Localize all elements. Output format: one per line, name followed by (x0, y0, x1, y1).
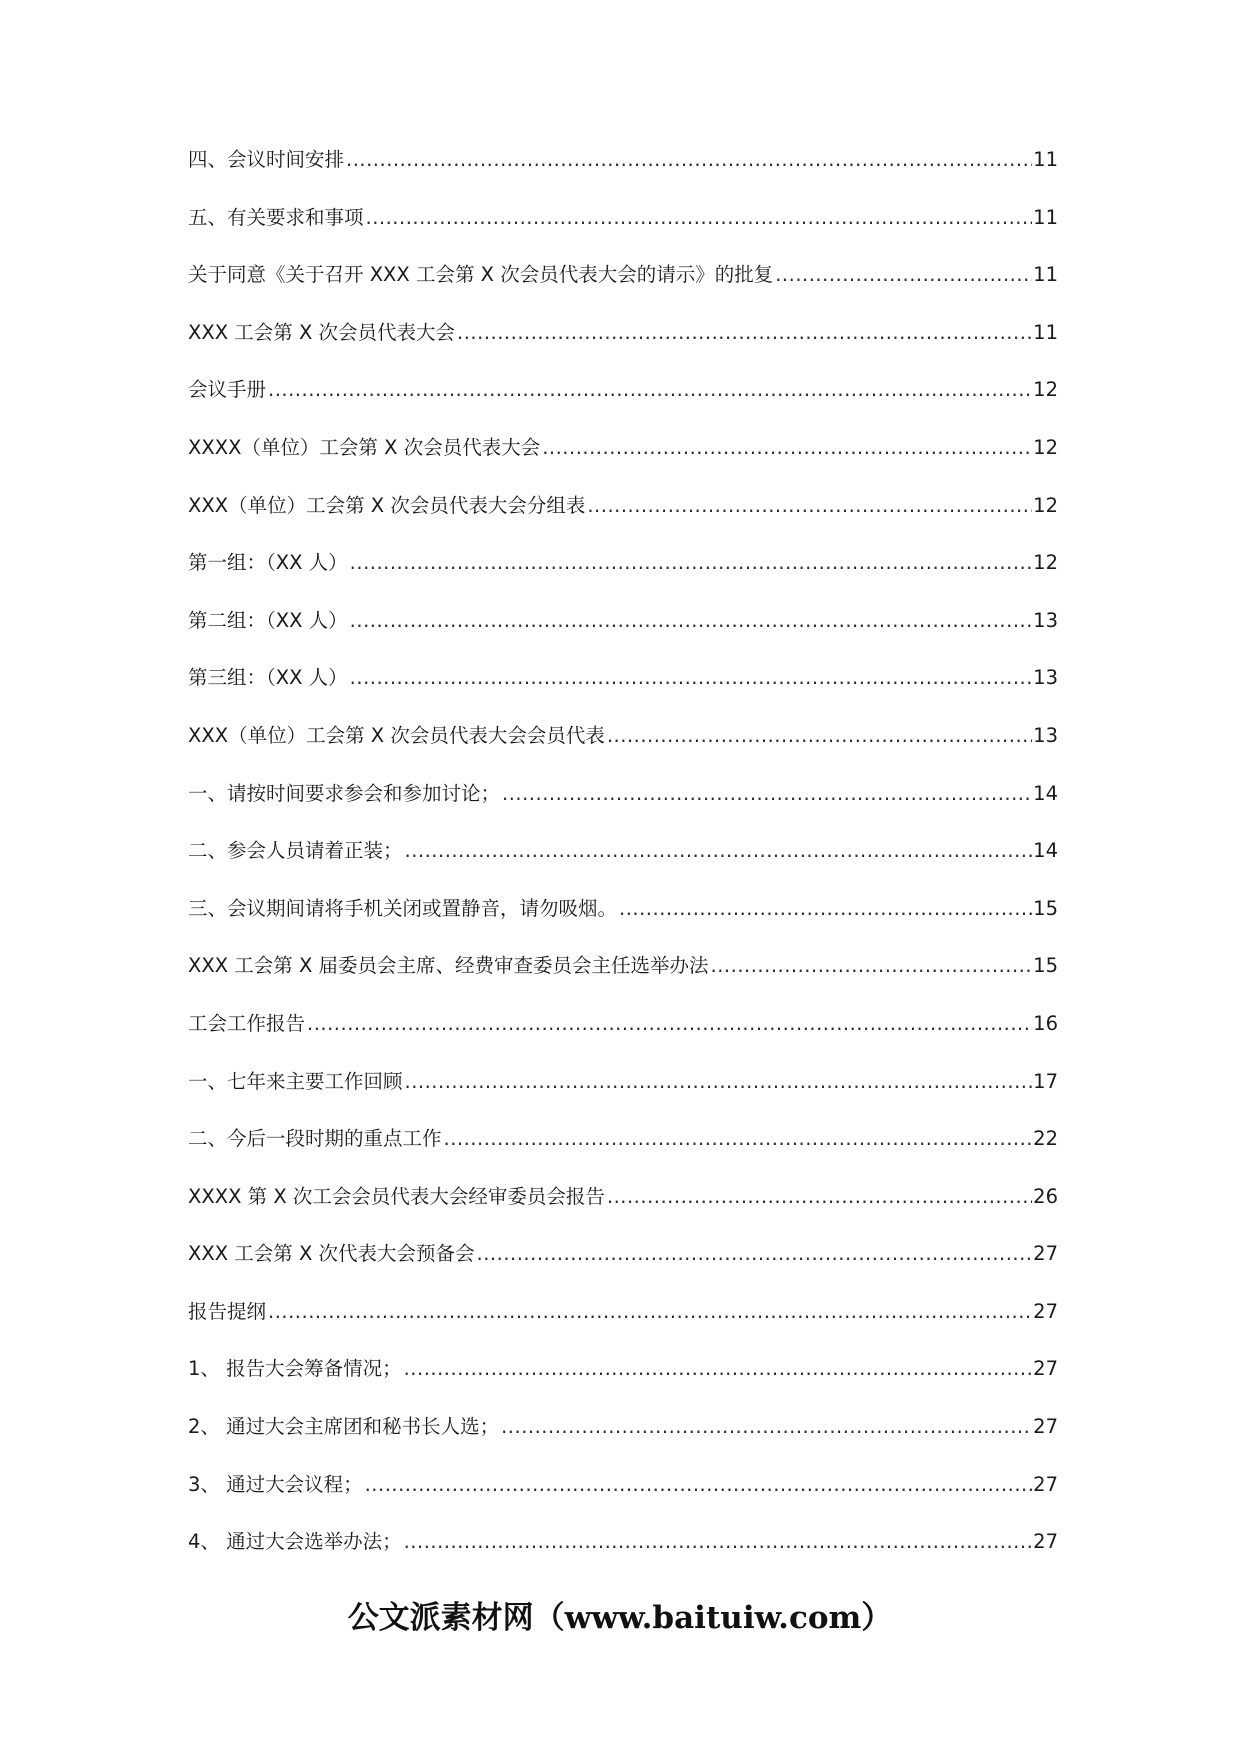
toc-entry-title: 3、 通过大会议程； (188, 1472, 363, 1496)
toc-dot-leader (402, 1359, 1032, 1379)
toc-entry[interactable] (188, 1532, 1058, 1590)
toc-entry-page-number: 11 (1033, 320, 1058, 344)
toc-entry-title: XXX（单位）工会第 X 次会员代表大会会员代表 (188, 723, 605, 747)
toc-dot-leader (540, 438, 1032, 458)
toc-entry[interactable] (188, 1359, 1058, 1417)
toc-dot-leader (585, 496, 1032, 516)
toc-dot-leader (403, 1072, 1032, 1092)
toc-entry[interactable] (188, 150, 1058, 208)
toc-entry-page-number: 12 (1033, 435, 1058, 459)
toc-entry-page-number: 13 (1033, 666, 1058, 690)
toc-entry[interactable] (188, 608, 1058, 669)
toc-dot-leader (344, 150, 1032, 170)
toc-entry[interactable] (188, 1417, 1058, 1475)
toc-entry-title: 第一组：（XX 人） (188, 551, 348, 575)
toc-entry-title: XXX 工会第 X 次代表大会预备会 (188, 1242, 475, 1266)
toc-entry[interactable] (188, 1244, 1058, 1302)
toc-entry[interactable] (188, 1299, 1058, 1360)
toc-dot-leader (709, 956, 1032, 976)
toc-entry-title: 会议手册 (188, 378, 267, 402)
toc-dot-leader (266, 1302, 1032, 1322)
toc-entry-page-number: 15 (1033, 954, 1058, 978)
toc-entry[interactable] (188, 265, 1058, 323)
toc-dot-leader (455, 323, 1032, 343)
toc-dot-leader (348, 553, 1032, 573)
toc-entry-page-number: 12 (1033, 551, 1058, 575)
toc-entry-title: 关于同意《关于召开 XXX 工会第 X 次会员代表大会的请示》的批复 (188, 263, 774, 287)
toc-entry[interactable] (188, 723, 1058, 784)
toc-entry[interactable] (188, 668, 1058, 726)
toc-entry-page-number: 27 (1033, 1299, 1058, 1323)
toc-dot-leader (773, 265, 1032, 285)
toc-entry-page-number: 12 (1033, 493, 1058, 517)
toc-entry-title: XXXX（单位）工会第 X 次会员代表大会 (188, 435, 541, 459)
toc-dot-leader (442, 1129, 1032, 1149)
toc-entry-title: 一、七年来主要工作回顾 (188, 1069, 403, 1093)
toc-entry-page-number: 13 (1033, 723, 1058, 747)
toc-entry[interactable] (188, 380, 1058, 438)
toc-entry[interactable] (188, 1129, 1058, 1187)
toc-entry[interactable] (188, 205, 1058, 266)
toc-entry-page-number: 22 (1033, 1127, 1058, 1151)
toc-dot-leader (605, 726, 1032, 746)
toc-entry-page-number: 11 (1033, 263, 1058, 287)
toc-entry-page-number: 27 (1033, 1530, 1058, 1554)
toc-entry-title: 1、 报告大会筹备情况； (188, 1357, 402, 1381)
toc-entry-page-number: 27 (1033, 1472, 1058, 1496)
toc-entry-page-number: 13 (1033, 608, 1058, 632)
toc-dot-leader (363, 1475, 1032, 1495)
toc-dot-leader (403, 841, 1032, 861)
toc-entry[interactable] (188, 1472, 1058, 1533)
toc-dot-leader (605, 1187, 1032, 1207)
toc-entry-title: 第二组：（XX 人） (188, 608, 348, 632)
toc-dot-leader (348, 668, 1032, 688)
toc-entry[interactable] (188, 1069, 1058, 1130)
toc-entry[interactable] (188, 1184, 1058, 1245)
toc-dot-leader (402, 1532, 1032, 1552)
toc-entry[interactable] (188, 781, 1058, 842)
toc-entry-title: 四、会议时间安排 (188, 148, 345, 171)
toc-dot-leader (500, 784, 1032, 804)
toc-entry-page-number: 12 (1033, 378, 1058, 402)
toc-entry[interactable] (188, 435, 1058, 496)
toc-entry[interactable] (188, 896, 1058, 957)
toc-entry-page-number: 11 (1033, 148, 1058, 171)
toc-entry[interactable] (188, 493, 1058, 554)
toc-entry[interactable] (188, 956, 1058, 1014)
toc-dot-leader (266, 380, 1032, 400)
toc-entry-title: 一、请按时间要求参会和参加讨论； (188, 781, 501, 805)
toc-entry-title: XXX 工会第 X 届委员会主席、经费审查委员会主任选举办法 (188, 954, 709, 978)
toc-entry-title: 4、 通过大会选举办法； (188, 1530, 402, 1554)
toc-entry[interactable] (188, 553, 1058, 611)
toc-entry-page-number: 27 (1033, 1242, 1058, 1266)
toc-entry-page-number: 16 (1033, 1011, 1058, 1035)
toc-dot-leader (499, 1417, 1032, 1437)
toc-entry-page-number: 27 (1033, 1357, 1058, 1381)
toc-dot-leader (348, 611, 1032, 631)
table-of-contents (188, 150, 1058, 1590)
toc-entry-title: XXX 工会第 X 次会员代表大会 (188, 320, 456, 344)
toc-entry-title: XXXX 第 X 次工会会员代表大会经审委员会报告 (188, 1184, 605, 1208)
toc-entry-title: 工会工作报告 (188, 1011, 306, 1035)
toc-entry-page-number: 11 (1033, 205, 1058, 229)
toc-dot-leader (305, 1014, 1032, 1034)
toc-entry-title: 五、有关要求和事项 (188, 205, 364, 229)
footer-watermark: 公文派素材网（www.baituiw.com） (347, 1600, 893, 1636)
toc-entry[interactable] (188, 841, 1058, 899)
toc-dot-leader (364, 208, 1032, 228)
toc-entry-page-number: 17 (1033, 1069, 1058, 1093)
toc-dot-leader (475, 1244, 1032, 1264)
toc-dot-leader (617, 899, 1032, 919)
toc-entry[interactable] (188, 1011, 1058, 1072)
toc-entry-page-number: 15 (1033, 896, 1058, 920)
toc-entry-title: 三、会议期间请将手机关闭或置静音，请勿吸烟。 (188, 896, 618, 920)
toc-entry-title: 2、 通过大会主席团和秘书长人选； (188, 1415, 500, 1439)
toc-entry-title: 第三组：（XX 人） (188, 666, 348, 690)
toc-entry-title: 二、今后一段时期的重点工作 (188, 1127, 442, 1151)
toc-entry-page-number: 26 (1033, 1184, 1058, 1208)
toc-entry-page-number: 14 (1033, 781, 1058, 805)
toc-entry-title: 报告提纲 (188, 1299, 267, 1323)
toc-entry-page-number: 27 (1033, 1415, 1058, 1439)
toc-entry-title: 二、参会人员请着正装； (188, 839, 403, 863)
toc-entry[interactable] (188, 320, 1058, 381)
toc-entry-page-number: 14 (1033, 839, 1058, 863)
toc-entry-title: XXX（单位）工会第 X 次会员代表大会分组表 (188, 493, 586, 517)
